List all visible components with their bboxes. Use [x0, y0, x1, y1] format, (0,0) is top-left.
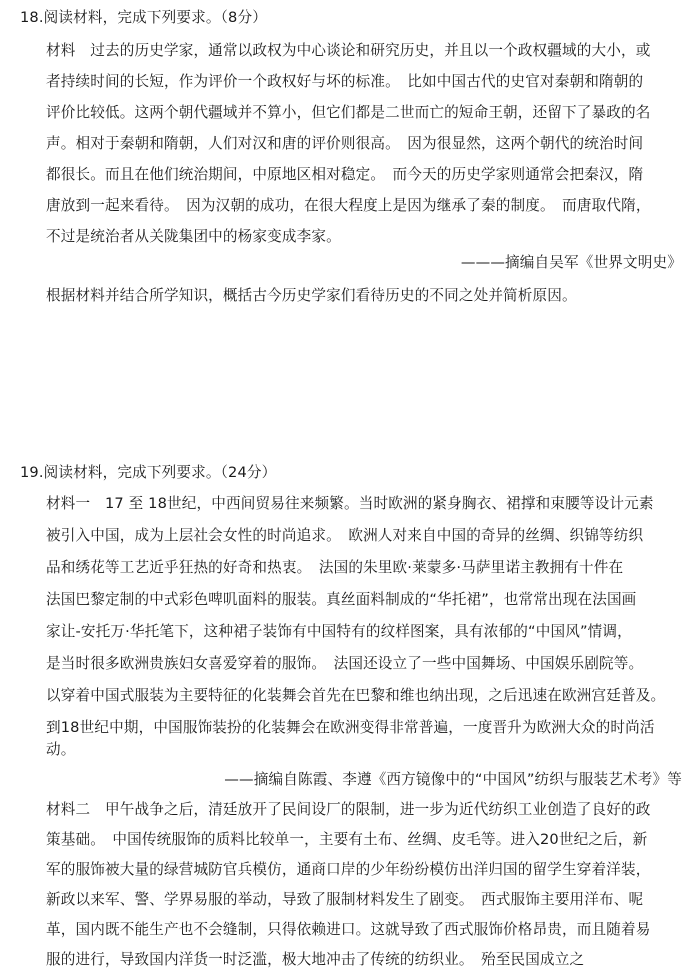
- q19-title: 19.阅读材料，完成下列要求。（24分）: [20, 464, 277, 481]
- q19-material1-line: 材料一 17 至 18世纪，中西间贸易往来频繁。当时欧洲的紧身胸衣、裙撑和束腰等设计元素: [46, 495, 654, 512]
- q19-source1: ——摘编自陈霞、李遵《西方镜像中的“中国风”纺织与服装艺术考》等: [224, 771, 682, 788]
- q18-material-line: 都很长。而且在他们统治期间，中原地区相对稳定。 而今天的历史学家则通常会把秦汉，隋: [46, 166, 644, 183]
- q18-material-line: 不过是统治者从关陇集团中的杨家变成李家。: [46, 228, 341, 245]
- q19-material2-line: 新政以来军、警、学界易服的举动，导致了服制材料发生了剧变。 西式服饰主要用洋布、呢: [46, 891, 644, 908]
- q19-material1-line: 家让-安托万·华托笔下，这种裙子装饰有中国特有的纹样图案，具有浓郁的“中国风”情调，: [46, 623, 632, 640]
- q18-material-line: 材料 过去的历史学家，通常以政权为中心谈论和研究历史，并且以一个政权疆域的大小，或: [46, 42, 651, 59]
- q19-material1-line: 品和绣花等工艺近乎狂热的好奇和热衷。 法国的朱里欧·莱蒙多·马萨里诺主教拥有十件在: [46, 559, 624, 576]
- q19-material2-line: 革，国内既不能生产也不会缝制，只得依赖进口。这就导致了西式服饰价格昂贵，而且随着易: [46, 921, 651, 938]
- q18-material-line: 唐放到一起来看待。 因为汉朝的成功，在很大程度上是因为继承了秦的制度。 而唐取代隋，: [46, 197, 651, 214]
- q19-material2-line: 材料二 甲午战争之后，清廷放开了民间设厂的限制，进一步为近代纺织工业创造了良好的政: [46, 801, 651, 818]
- q19-material1-line: 以穿着中国式服装为主要特征的化装舞会首先在巴黎和维也纳出现，之后迅速在欧洲宫廷普及。: [46, 687, 666, 704]
- q19-material1-line: 被引入中国，成为上层社会女性的时尚追求。 欧洲人对来自中国的奇异的丝绸、织锦等纺织: [46, 527, 644, 544]
- q18-title: 18.阅读材料，完成下列要求。（8分）: [20, 9, 267, 26]
- q19-material2-line: 军的服饰被大量的绿营城防官兵模仿，通商口岸的少年纷纷模仿出洋归国的留学生穿着洋装，: [46, 861, 651, 878]
- q19-material2-line: 服的进行，导致国内洋货一时泛滥，极大地冲击了传统的纺织业。 殆至民国成立之: [46, 951, 585, 968]
- q18-material-line: 者持续时间的长短，作为评价一个政权好与坏的标准。 比如中国古代的史官对秦朝和隋朝的: [46, 73, 644, 90]
- q19-material1-line: 到18世纪中期，中国服饰装扮的化装舞会在欧洲变得非常普遍，一度晋升为欧洲大众的时尚活: [46, 719, 655, 736]
- q18-material-line: 评价比较低。这两个朝代疆域并不算小，但它们都是二世而亡的短命王朝，还留下了暴政的名: [46, 104, 651, 121]
- q18-source: ———摘编自吴军《世界文明史》: [460, 254, 682, 271]
- q18-material-line: 声。相对于秦朝和隋朝，人们对汉和唐的评价则很高。 因为很显然，这两个朝代的统治时间: [46, 135, 644, 152]
- q19-material1-line: 法国巴黎定制的中式彩色啤叽面料的服装。真丝面料制成的“华托裙”，也常常出现在法国画: [46, 591, 637, 608]
- q19-material1-line: 动。: [46, 741, 76, 758]
- q19-material1-line: 是当时很多欧洲贵族妇女喜爱穿着的服饰。 法国还设立了一些中国舞场、中国娱乐剧院等。: [46, 655, 644, 672]
- q19-material2-line: 策基础。 中国传统服饰的质料比较单一，主要有土布、丝绸、皮毛等。进入20世纪之后，新: [46, 831, 648, 848]
- q18-question: 根据材料并结合所学知识，概括古今历史学家们看待历史的不同之处并简析原因。: [46, 287, 577, 304]
